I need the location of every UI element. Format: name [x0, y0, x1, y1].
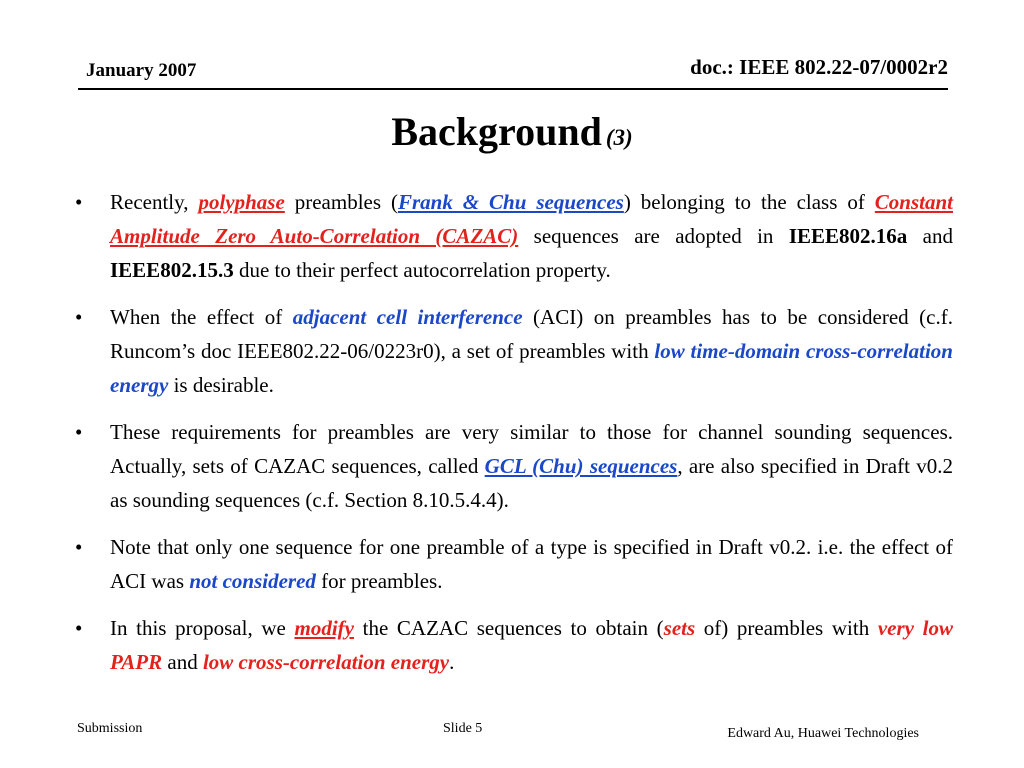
slide-title-main: Background: [391, 109, 602, 154]
text-run: , are also specified in Draft v0.2 as sounding sequences (c.f. Section 8.10.5.4.4).: [110, 454, 953, 512]
text-run: Note that only one sequence for one preamble of a type is specified in Draft v0.2. i.e. the effect of ACI was: [110, 535, 953, 593]
text-run: the CAZAC sequences to obtain (: [353, 616, 664, 640]
emphasis-not-considered: not considered: [189, 569, 316, 593]
emphasis-frank-chu: Frank & Chu sequences: [397, 190, 624, 214]
bullet-text: [110, 300, 953, 402]
bullet-item: [75, 611, 953, 679]
text-run: due to their perfect autocorrelation property.: [233, 258, 611, 282]
text-run: preambles (: [284, 190, 398, 214]
text-run: and: [162, 650, 203, 674]
standard-name: IEEE802.16a: [788, 224, 908, 248]
emphasis-cazac: Constant Amplitude Zero Auto-Correlation (CAZAC): [110, 190, 953, 248]
bullet-item: [75, 415, 953, 517]
bullet-marker: •: [75, 535, 83, 559]
bullet-marker: •: [75, 616, 83, 640]
bullet-item: [75, 300, 953, 402]
emphasis-low-papr: very low PAPR: [110, 616, 953, 674]
bullet-list: [75, 185, 953, 692]
header-date: January 2007: [86, 60, 197, 81]
bullet-marker: •: [75, 190, 83, 214]
text-run: ) belonging to the class of: [623, 190, 875, 214]
bullet-item: [75, 185, 953, 287]
slide-title: [0, 108, 1024, 155]
text-run: (ACI) on preambles has to be considered (c.f. Runcom’s doc IEEE802.22-06/0223r0), a set of preambles with: [110, 305, 953, 363]
emphasis-aci: adjacent cell interference: [292, 305, 523, 329]
bullet-marker: •: [75, 420, 83, 444]
text-run: .: [449, 650, 455, 674]
bullet-text: [110, 415, 953, 517]
emphasis-gcl: GCL (Chu) sequences: [484, 454, 678, 478]
text-run: is desirable.: [168, 373, 274, 397]
text-run: Recently,: [110, 190, 199, 214]
header-doc-id: doc.: IEEE 802.22-07/0002r2: [690, 55, 948, 79]
text-run: for preambles.: [315, 569, 443, 593]
text-run: These requirements for preambles are very similar to those for channel sounding sequences. Actually, sets of CAZAC sequences, called: [110, 420, 953, 478]
bullet-text: [110, 185, 953, 287]
emphasis-polyphase: polyphase: [198, 190, 285, 214]
footer-author: Edward Au, Huawei Technologies: [727, 726, 919, 741]
text-run: of) preambles with: [695, 616, 878, 640]
footer-submission: Submission: [77, 721, 143, 736]
bullet-text: [110, 611, 953, 679]
slide-title-sub: (3): [605, 125, 633, 150]
emphasis-sets: sets: [663, 616, 696, 640]
text-run: In this proposal, we: [110, 616, 295, 640]
emphasis-low-cross-correlation: low cross-correlation energy: [202, 650, 450, 674]
text-run: sequences are adopted in: [518, 224, 789, 248]
standard-name: IEEE802.15.3: [110, 258, 234, 282]
bullet-marker: •: [75, 305, 83, 329]
emphasis-low-cross-correlation: low time-domain cross-correlation energy: [110, 339, 953, 397]
footer-slide-number: Slide 5: [443, 721, 483, 736]
text-run: When the effect of: [110, 305, 293, 329]
header-divider: [78, 88, 948, 90]
bullet-item: [75, 530, 953, 598]
text-run: and: [907, 224, 953, 248]
bullet-text: [110, 530, 953, 598]
emphasis-modify: modify: [294, 616, 354, 640]
